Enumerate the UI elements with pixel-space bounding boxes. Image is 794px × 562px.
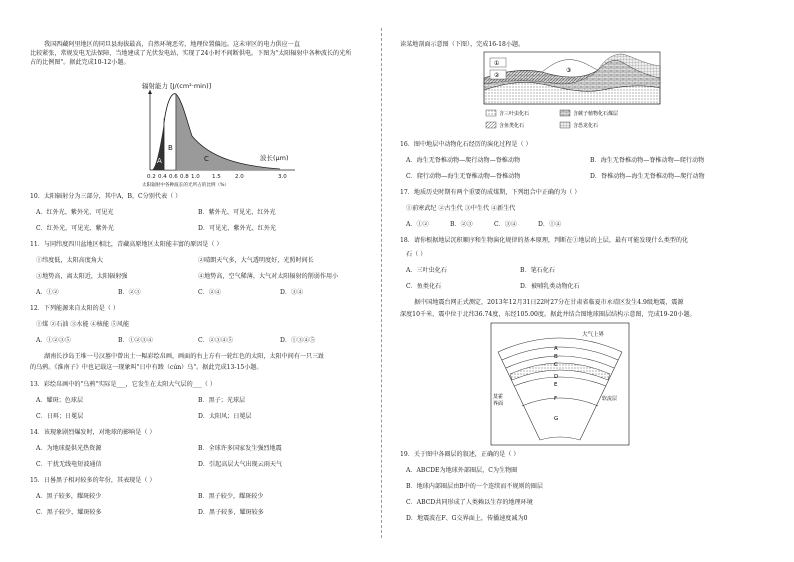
q16-option-c[interactable]: C．爬行动物—海生无脊椎动物—脊椎动物: [406, 173, 521, 180]
asthenosphere-label: 软流层: [602, 396, 618, 402]
q12-option-d[interactable]: D．①③④⑤: [280, 337, 316, 344]
column-divider: [381, 28, 382, 538]
q11-stem: 11．与同纬度四川盆地区相比，青藏高原地区太阳能丰富的原因是（ ）: [30, 241, 223, 248]
right-intro2-line-1: 据中国地震台网正式测定，2013年12月31日22时27分在甘肃省临夏市永靖区发生4.9级地震，震源: [414, 299, 684, 306]
q11-option-a[interactable]: A．①②: [36, 289, 59, 296]
q19-option-d[interactable]: D．地震波在F、G交界面上，传播速度减为0: [406, 515, 528, 522]
q13-option-b[interactable]: B．黑子；光球层: [198, 397, 246, 404]
q14-option-c[interactable]: C．干扰无线电短波通信: [36, 461, 102, 468]
q17-statements: ①前寒武纪 ②古生代 ③中生代 ④新生代: [406, 205, 516, 212]
q18-stem: 18．请你根据地层沉积顺序和生物演化规律的基本原理，判断在①地层的上层，最有可能发现什么类型的化: [400, 237, 689, 244]
intro-line-1: 我国西藏阿里地区的同旦县海拔最高，自然环境恶劣，地理位置偏远。这未审区的电力供应一直: [44, 41, 300, 48]
q14-option-a[interactable]: A．为地球提供光热资源: [36, 445, 102, 452]
right-intro2-line-2: 深度10千米，震中位于北纬36.74度，东经105.00度。据此并结合图地球圈层结构示意图，完成19-20小题。: [400, 311, 696, 318]
right-intro: 读某地剖面示意图（下图），完成16-18小题。: [400, 41, 525, 48]
legend-1: 含三叶虫化石: [499, 111, 530, 117]
region-b-label: B: [168, 144, 173, 152]
q12-option-a[interactable]: A．①②③⑤: [36, 337, 71, 344]
q15-option-c[interactable]: C．黑子较少，耀斑较多: [36, 509, 102, 516]
layer-label-2: ②: [494, 72, 500, 79]
tick-0: 0.2: [147, 174, 156, 180]
layer-f: F: [554, 396, 558, 402]
layer-b: B: [554, 354, 558, 360]
q18-option-c[interactable]: C．鱼类化石: [406, 283, 442, 290]
q17-option-c[interactable]: C．③④: [494, 221, 517, 228]
q11-statement-1: ①纬度低，太阳高度角大: [36, 257, 104, 264]
chart-ylabel: 辐射能力 [J/(cm²·min)]: [142, 82, 212, 90]
q11-statement-2: ②晴朗天气多，大气透明度好，光照时间长: [198, 257, 314, 264]
q16-option-d[interactable]: D．脊椎动物—海生无脊椎动物—爬行动物: [590, 173, 705, 180]
intro2-line-2: 的乌鸦。《淮南子》中也记载这一现象叫"日中有踆（cún）乌"。据此完成13-15小题。: [30, 364, 263, 371]
intro-line-3: 占的比例图"。据此完成10-12小题。: [30, 59, 130, 66]
tick-7: 3.0: [278, 174, 287, 180]
q19-option-c[interactable]: C．ABCD共同形成了人类赖以生存的地理环境: [406, 499, 533, 506]
tick-6: 2.0: [235, 174, 244, 180]
q11-option-b[interactable]: B．②③: [118, 289, 141, 296]
moho-label-2: 界面: [493, 401, 504, 407]
q17-option-b[interactable]: B．②③: [450, 221, 473, 228]
q16-option-a[interactable]: A．海生无脊椎动物—爬行动物—脊椎动物: [406, 157, 521, 164]
q15-stem: 15．日晷黑子相对较多的年份，其表现是（ ）: [30, 477, 156, 484]
q12-statements: ①煤 ②石油 ③水能 ④核能 ⑤风能: [36, 321, 130, 328]
q19-option-a[interactable]: A．ABCDE为地球外部圈层，C为生物圈: [406, 467, 518, 474]
atmosphere-top-label: 大气上界: [582, 332, 605, 338]
q14-option-d[interactable]: D．引起高层大气出现云雨天气: [198, 461, 283, 468]
layer-e: E: [554, 382, 558, 388]
legend-3: 含鱼类化石: [499, 123, 525, 129]
q10-option-c[interactable]: C．红外光、可见光、紫外光: [36, 225, 114, 232]
geologic-profile-diagram: [482, 50, 662, 134]
q19-stem: 19．关于图中各圈层的叙述，正确的是（ ）: [400, 451, 520, 458]
q11-statement-3: ③地势高，离太阳近，太阳辐射强: [36, 273, 128, 280]
q18-stem-2: 石（ ）: [406, 251, 427, 258]
q10-option-a[interactable]: A．红外光、紫外光、可见光: [36, 209, 114, 216]
tick-2: 0.6: [169, 174, 178, 180]
layer-c: C: [554, 362, 558, 368]
layer-label-3: ③: [566, 67, 572, 74]
q13-option-d[interactable]: D．太阳风；日冕层: [198, 413, 252, 420]
q16-option-b[interactable]: B．海生无脊椎动物—脊椎动物—爬行动物: [590, 157, 705, 164]
tick-3: 0.8: [180, 174, 189, 180]
intro-line-2: 比较紧张，常规发电无法保障，当地建成了光伏发电站，实现了24小时不间断供电。下图为"太阳辐射中各种波长的光所: [30, 50, 352, 57]
q10-option-b[interactable]: B．紫外光、可见光、红外光: [198, 209, 276, 216]
legend-4: 含恐龙化石: [573, 123, 599, 129]
q13-option-a[interactable]: A．耀斑；色球层: [36, 397, 84, 404]
tick-4: 1.0: [191, 174, 200, 180]
q15-option-d[interactable]: D．黑子较多，耀斑较多: [198, 509, 264, 516]
layer-d: D: [554, 374, 559, 380]
layer-g: G: [554, 416, 559, 422]
earth-layers-diagram: [490, 322, 630, 446]
q17-option-a[interactable]: A．①②: [406, 221, 429, 228]
q12-option-b[interactable]: B．①②③④: [118, 337, 153, 344]
tick-1: 0.4: [158, 174, 167, 180]
radiation-wavelength-chart: [120, 78, 320, 190]
q12-option-c[interactable]: C．②③④⑤: [198, 337, 234, 344]
q10-option-d[interactable]: D．可见光、紫外光、红外光: [198, 225, 277, 232]
intro2-line-1: 湖南长沙岛王堆一号汉墓中曾出土一幅彩绘帛画，画面的右上方有一轮红色的太阳，太阳中间有一只三趾: [44, 353, 325, 360]
layer-a: A: [554, 346, 558, 352]
layer-label-1: ①: [494, 60, 500, 67]
q12-stem: 12．下列能源来自太阳的是（ ）: [30, 305, 119, 312]
chart-xlabel: 波长(μm): [260, 154, 289, 162]
q16-stem: 16．图中地层中动物化石经历的演化过程是（ ）: [400, 141, 532, 148]
region-a-label: A: [157, 157, 162, 165]
q13-option-c[interactable]: C．日珥；日冕层: [36, 413, 84, 420]
q14-option-b[interactable]: B．全球许多国家发生强烈地震: [198, 445, 282, 452]
q11-option-d[interactable]: D．③④: [280, 289, 304, 296]
moho-label-1: 莫霍: [493, 394, 504, 400]
legend-2: 含蕨子植物化石煤层: [573, 111, 619, 117]
q15-option-a[interactable]: A．黑子较多，耀斑较少: [36, 493, 102, 500]
q10-stem: 10．太阳辐射分为三部分，其中A，B，C分别代表（ ）: [30, 193, 182, 200]
q18-option-b[interactable]: B．笔石化石: [520, 267, 555, 274]
q17-stem: 17．地质历史时期有两个重要的成煤期，下列组合中正确的为（ ）: [400, 189, 581, 196]
q11-statement-4: ④地势高，空气稀薄，大气对太阳辐射的削弱作用小: [198, 273, 339, 280]
q14-stem: 14．该现象剧烈爆发时，对地球的影响是（ ）: [30, 429, 156, 436]
q13-stem: 13．彩绘帛画中的"乌鸦"实际是___，它发生在太阳大气层的___（ ）: [30, 381, 216, 388]
q18-option-d[interactable]: D．被哺乳类动物化石: [520, 283, 580, 290]
region-c-label: C: [204, 155, 209, 163]
q17-option-d[interactable]: D．①④: [538, 221, 562, 228]
q15-option-b[interactable]: B．黑子较少，耀斑较少: [198, 493, 264, 500]
q18-option-a[interactable]: A．三叶虫化石: [406, 267, 447, 274]
tick-5: 1.5: [212, 174, 221, 180]
q19-option-b[interactable]: B．地球内部圈层由B中的一个连续而不规则的圈层: [406, 483, 543, 490]
q11-option-c[interactable]: C．②④: [198, 289, 221, 296]
chart-caption: 太阳辐射中各种波长的光所占的比例（%）: [142, 183, 230, 188]
